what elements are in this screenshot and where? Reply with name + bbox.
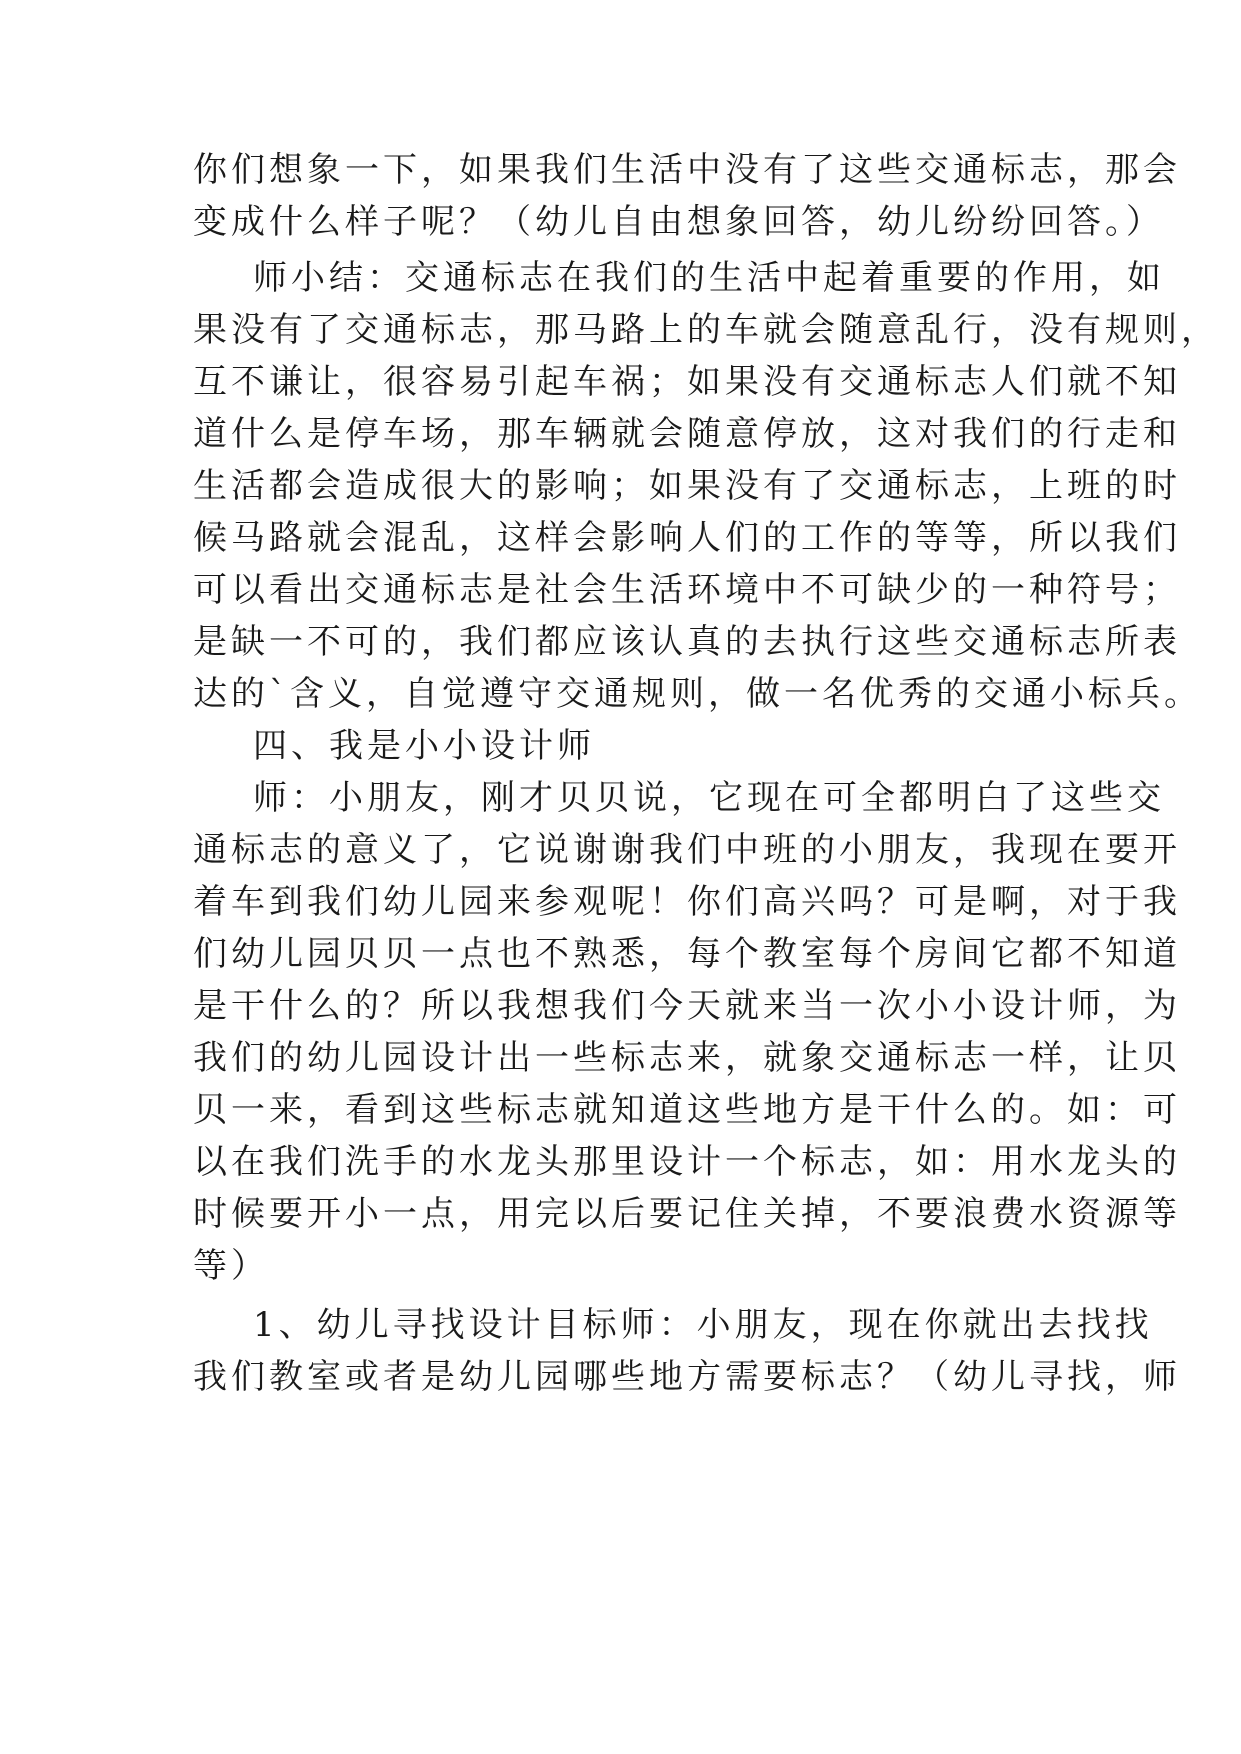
paragraph-line: 1、幼儿寻找设计目标师：小朋友，现在你就出去找找 — [253, 1305, 1153, 1345]
paragraph-line: 是干什么的？所以我想我们今天就来当一次小小设计师，为 — [193, 986, 1181, 1026]
paragraph-line: 着车到我们幼儿园来参观呢！你们高兴吗？可是啊，对于我 — [193, 882, 1181, 922]
paragraph-line: 等） — [193, 1246, 269, 1286]
paragraph-line: 是缺一不可的，我们都应该认真的去执行这些交通标志所表 — [193, 622, 1181, 662]
paragraph-line: 通标志的意义了，它说谢谢我们中班的小朋友，我现在要开 — [193, 830, 1181, 870]
paragraph-line: 你们想象一下，如果我们生活中没有了这些交通标志，那会 — [193, 150, 1181, 190]
paragraph-line: 道什么是停车场，那车辆就会随意停放，这对我们的行走和 — [193, 414, 1181, 454]
paragraph-line: 生活都会造成很大的影响；如果没有了交通标志，上班的时 — [193, 466, 1181, 506]
paragraph-line: 以在我们洗手的水龙头那里设计一个标志，如：用水龙头的 — [193, 1142, 1181, 1182]
paragraph-line: 们幼儿园贝贝一点也不熟悉，每个教室每个房间它都不知道 — [193, 934, 1181, 974]
paragraph-line: 候马路就会混乱，这样会影响人们的工作的等等，所以我们 — [193, 518, 1181, 558]
paragraph-line: 师：小朋友，刚才贝贝说，它现在可全都明白了这些交 — [253, 778, 1165, 818]
section-heading: 四、我是小小设计师 — [253, 726, 595, 766]
paragraph-line: 贝一来，看到这些标志就知道这些地方是干什么的。如：可 — [193, 1090, 1181, 1130]
paragraph-line: 达的`含义，自觉遵守交通规则，做一名优秀的交通小标兵。 — [193, 674, 1202, 714]
paragraph-line: 果没有了交通标志，那马路上的车就会随意乱行，没有规则， — [193, 310, 1219, 350]
paragraph-line: 我们教室或者是幼儿园哪些地方需要标志？（幼儿寻找，师 — [193, 1357, 1181, 1397]
paragraph-line: 可以看出交通标志是社会生活环境中不可缺少的一种符号； — [193, 570, 1181, 610]
paragraph-line: 互不谦让，很容易引起车祸；如果没有交通标志人们就不知 — [193, 362, 1181, 402]
paragraph-line: 时候要开小一点，用完以后要记住关掉，不要浪费水资源等 — [193, 1194, 1181, 1234]
paragraph-line: 变成什么样子呢？（幼儿自由想象回答，幼儿纷纷回答。） — [193, 202, 1164, 242]
paragraph-line: 我们的幼儿园设计出一些标志来，就象交通标志一样，让贝 — [193, 1038, 1181, 1078]
paragraph-line: 师小结：交通标志在我们的生活中起着重要的作用，如 — [253, 258, 1165, 298]
